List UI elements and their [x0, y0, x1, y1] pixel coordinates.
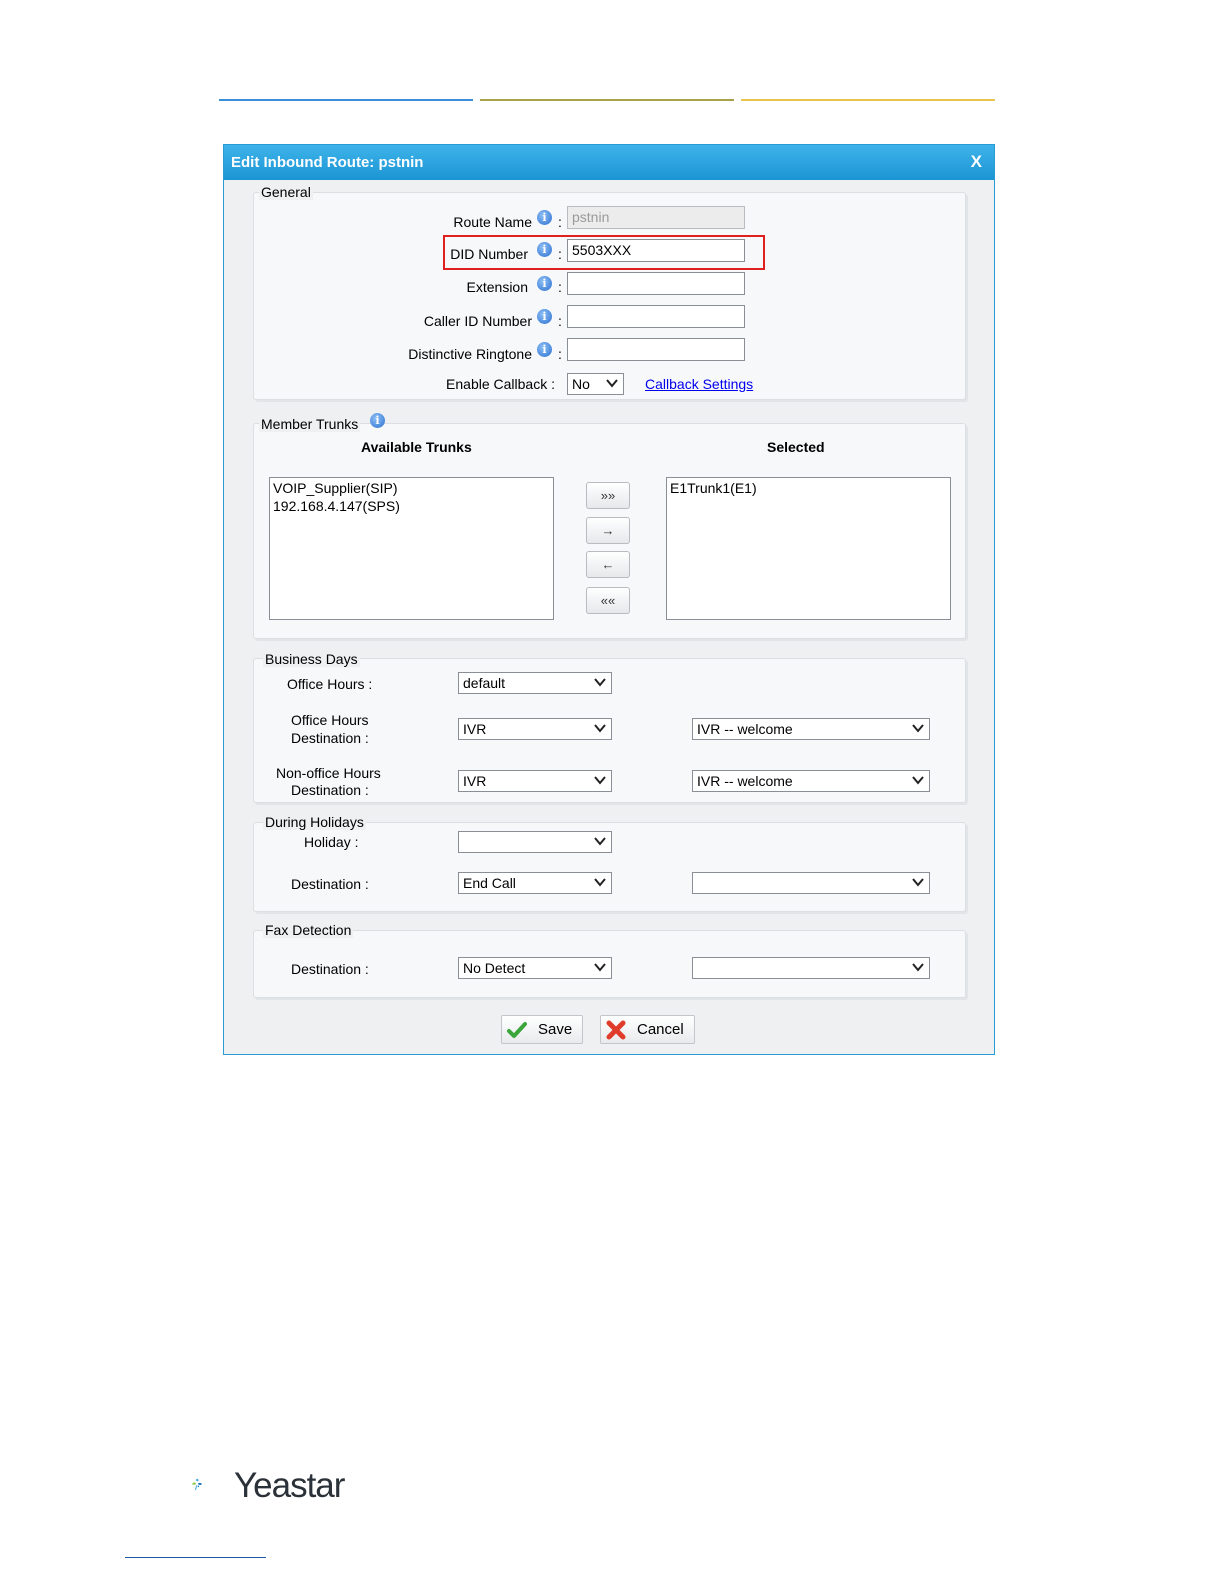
- extension-input[interactable]: [567, 272, 745, 295]
- enable-callback-label: Enable Callback :: [446, 376, 555, 392]
- cancel-button[interactable]: [600, 1015, 695, 1044]
- fax-destination-select[interactable]: [458, 957, 612, 979]
- non-office-hours-destination-value: IVR: [463, 773, 487, 789]
- dialog-titlebar: [224, 145, 994, 180]
- holidays-legend: During Holidays: [265, 814, 364, 830]
- office-hours-value: default: [463, 675, 506, 691]
- office-hours-select[interactable]: [458, 672, 612, 694]
- holiday-destination-select[interactable]: [458, 872, 612, 894]
- distinctive-ringtone-label: Distinctive Ringtone: [408, 346, 532, 362]
- chevron-down-icon: [593, 961, 607, 973]
- chevron-down-icon: [593, 876, 607, 888]
- selected-trunks-header: Selected: [767, 439, 825, 455]
- fax-detection-legend: Fax Detection: [265, 922, 352, 938]
- extension-info-icon[interactable]: i: [537, 276, 552, 291]
- member-trunks-info-icon[interactable]: i: [370, 413, 385, 428]
- footer-line: [125, 1557, 266, 1558]
- caller-id-input[interactable]: [567, 305, 745, 328]
- chevron-down-icon: [593, 676, 607, 688]
- member-trunks-legend: Member Trunks: [261, 416, 359, 432]
- office-hours-destination-value: IVR: [463, 721, 487, 737]
- chevron-down-icon: [911, 722, 925, 734]
- did-number-colon: :: [558, 246, 562, 262]
- distinctive-ringtone-input[interactable]: [567, 338, 745, 361]
- route-name-label: Route Name: [453, 214, 532, 230]
- chevron-down-icon: [593, 835, 607, 847]
- chevron-down-icon: [911, 876, 925, 888]
- move-all-left-button[interactable]: ««: [586, 587, 630, 614]
- office-hours-destination-label-line2: Destination :: [291, 730, 369, 746]
- chevron-down-icon: [593, 774, 607, 786]
- extension-label: Extension: [466, 279, 528, 295]
- move-right-button[interactable]: →: [586, 517, 630, 544]
- save-button[interactable]: [501, 1015, 583, 1044]
- chevron-down-icon: [911, 961, 925, 973]
- did-number-input[interactable]: 5503XXX: [567, 239, 745, 262]
- brand-name: Yeastar: [234, 1466, 345, 1505]
- caller-id-colon: :: [558, 313, 562, 329]
- non-office-hours-target-select[interactable]: [692, 770, 930, 792]
- fax-destination-label: Destination :: [291, 961, 369, 977]
- enable-callback-value: No: [572, 376, 590, 392]
- header-line-blue: [219, 99, 473, 101]
- holiday-select[interactable]: [458, 831, 612, 853]
- holiday-target-select[interactable]: [692, 872, 930, 894]
- general-legend: General: [261, 184, 311, 200]
- cancel-button-label: Cancel: [637, 1021, 684, 1038]
- callback-settings-link[interactable]: Callback Settings: [645, 376, 754, 392]
- header-line-gold: [741, 99, 995, 101]
- ringtone-colon: :: [558, 346, 562, 362]
- ringtone-info-icon[interactable]: i: [537, 342, 552, 357]
- office-hours-destination-label-line1: Office Hours: [291, 712, 369, 728]
- non-office-hours-destination-select[interactable]: [458, 770, 612, 792]
- non-office-hours-destination-label-line2: Destination :: [291, 782, 369, 798]
- business-days-legend: Business Days: [265, 651, 358, 667]
- office-hours-destination-select[interactable]: [458, 718, 612, 740]
- red-x-icon: [605, 1020, 627, 1040]
- non-office-hours-destination-label-line1: Non-office Hours: [276, 765, 381, 781]
- checkmark-icon: [506, 1020, 528, 1040]
- route-name-input[interactable]: pstnin: [567, 206, 745, 229]
- move-all-right-button[interactable]: »»: [586, 482, 630, 509]
- fax-target-select[interactable]: [692, 957, 930, 979]
- chevron-down-icon: [911, 774, 925, 786]
- yeastar-logo-icon: [192, 1460, 234, 1510]
- route-name-colon: :: [558, 214, 562, 230]
- did-number-info-icon[interactable]: i: [537, 242, 552, 257]
- move-left-button[interactable]: ←: [586, 551, 630, 578]
- chevron-down-icon: [605, 377, 619, 389]
- office-hours-target-select[interactable]: [692, 718, 930, 740]
- close-icon[interactable]: X: [970, 152, 982, 171]
- extension-colon: :: [558, 279, 562, 295]
- save-button-label: Save: [538, 1021, 573, 1038]
- caller-id-info-icon[interactable]: i: [537, 309, 552, 324]
- header-line-olive: [480, 99, 734, 101]
- chevron-down-icon: [593, 722, 607, 734]
- holiday-destination-label: Destination :: [291, 876, 369, 892]
- office-hours-target-value: IVR -- welcome: [697, 721, 793, 737]
- selected-trunk-item[interactable]: E1Trunk1(E1): [670, 480, 757, 496]
- fax-destination-value: No Detect: [463, 960, 526, 976]
- enable-callback-select[interactable]: [567, 373, 624, 395]
- edit-inbound-route-dialog: [223, 144, 995, 1055]
- available-trunks-list[interactable]: [269, 477, 554, 620]
- did-number-label: DID Number: [450, 246, 528, 262]
- holiday-destination-value: End Call: [463, 875, 516, 891]
- office-hours-label: Office Hours :: [287, 676, 373, 692]
- holiday-label: Holiday :: [304, 834, 359, 850]
- selected-trunks-list[interactable]: [666, 477, 951, 620]
- available-trunks-header: Available Trunks: [361, 439, 472, 455]
- caller-id-label: Caller ID Number: [423, 313, 532, 329]
- route-name-info-icon[interactable]: i: [537, 210, 552, 225]
- available-trunk-item[interactable]: 192.168.4.147(SPS): [273, 498, 400, 514]
- non-office-hours-target-value: IVR -- welcome: [697, 773, 793, 789]
- available-trunk-item[interactable]: VOIP_Supplier(SIP): [273, 480, 398, 496]
- dialog-title: Edit Inbound Route: pstnin: [231, 154, 424, 171]
